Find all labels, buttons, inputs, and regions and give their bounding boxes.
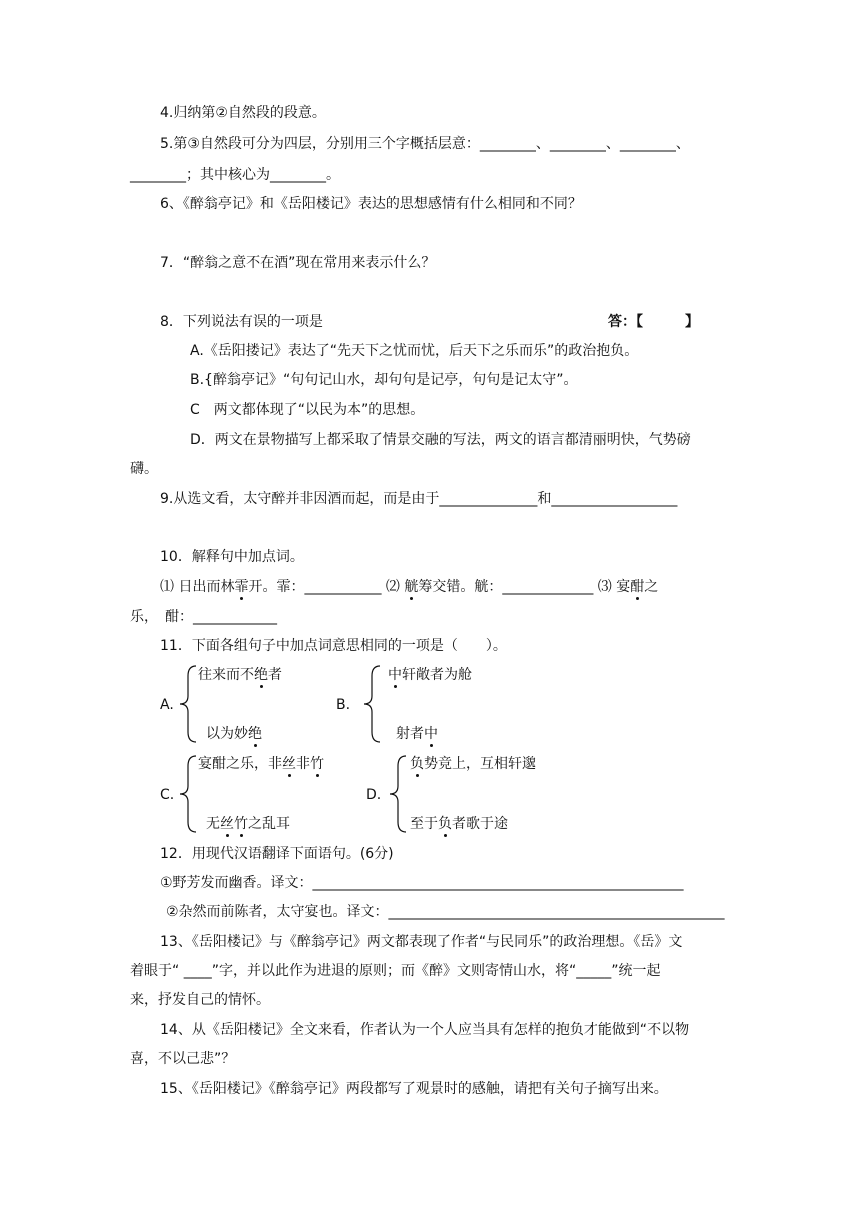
q11-b-top-dotted: 中 — [388, 667, 402, 683]
q11-c-top-mid: 非 — [296, 756, 310, 772]
q11-option-c-letter: C. — [160, 787, 175, 803]
q11-c-bottom-dotted-1: 丝 — [220, 816, 234, 832]
question-12: 12．用现代汉语翻译下面语句。(6分) — [160, 846, 394, 862]
q11-a-top-post: 者 — [268, 667, 282, 683]
q11-c-top — [198, 755, 324, 773]
q11-a-top — [198, 666, 282, 684]
q11-b-top — [388, 666, 472, 684]
q11-b-bottom-pre: 射者 — [396, 726, 424, 742]
question-8-option-b: B.{醉翁亭记》“句句记山水，却句句是记亭，句句是记太守”。 — [190, 372, 578, 388]
question-8: 8．下列说法有误的一项是 — [160, 314, 323, 330]
question-8-option-d-line-1: D．两文在景物描写上都采取了情景交融的写法，两文的语言都清丽明快，气势磅 — [190, 432, 691, 448]
question-10-line-2 — [130, 608, 277, 626]
question-13-line-2: 着眼于“ ____”字，并以此作为进退的原则；而《醉》文则寄情山水，将“_____”统一起 — [130, 963, 661, 979]
q11-option-d-letter: D. — [366, 787, 382, 803]
q10-text-d: 筹交错。觥：_____________ ⑶ 宴 — [418, 579, 631, 595]
question-4: 4.归纳第②自然段的段意。 — [160, 105, 326, 121]
q11-d-bottom — [410, 815, 508, 833]
question-13-line-1: 13、《岳阳楼记》与《醉翁亭记》两文都表现了作者“与民同乐”的政治理想。《岳》文 — [160, 934, 683, 950]
q11-c-bottom-pre: 无 — [206, 816, 220, 832]
question-10-line-1 — [160, 578, 658, 596]
question-10: 10．解释句中加点词。 — [160, 549, 304, 565]
q11-c-bottom — [206, 815, 290, 833]
q10-dotted-word-3: 酣 — [630, 579, 645, 595]
question-8-option-c: C 两文都体现了“以民为本”的思想。 — [190, 402, 425, 418]
q11-c-bottom-dotted-2: 竹 — [234, 816, 248, 832]
q11-c-top-dotted-1: 丝 — [282, 756, 296, 772]
q10-text-line2-a: 乐， — [130, 609, 165, 625]
q11-d-top-post: 势竞上，互相轩邈 — [424, 756, 536, 772]
q11-a-top-dotted: 绝 — [254, 667, 268, 683]
q11-c-top-dotted-2: 竹 — [310, 756, 324, 772]
q11-option-a-letter: A. — [160, 697, 174, 713]
question-12-item-2: ②杂然而前陈者，太守宴也。译文：________________________________________________ — [166, 904, 725, 920]
q11-d-top-dotted: 负 — [410, 756, 424, 772]
q10-dotted-word-2: 觥 — [404, 579, 419, 595]
q10-text-f: 之 — [644, 579, 659, 595]
q11-d-bottom-pre: 至于 — [410, 816, 438, 832]
question-7: 7．“醉翁之意不在酒”现在常用来表示什么？ — [160, 255, 436, 271]
question-14-line-1: 14、从《岳阳楼记》全文来看，作者认为一个人应当具有怎样的抱负才能做到“不以物 — [160, 1022, 690, 1038]
q11-brace-b — [360, 664, 382, 744]
q11-a-bottom — [206, 725, 262, 743]
question-11: 11．下面各组句子中加点词意思相同的一项是（ ）。 — [160, 638, 507, 654]
q11-a-bottom-pre: 以为妙 — [206, 726, 248, 742]
question-8-answer-box: 答：【 】 — [608, 314, 699, 330]
question-5-line-1: 5.第③自然段可分为四层，分别用三个字概括层意：________、________、________、 — [160, 136, 690, 152]
q11-a-top-pre: 往来而不 — [198, 667, 254, 683]
q11-brace-a — [176, 664, 198, 744]
q11-d-bottom-dotted: 负 — [438, 816, 452, 832]
q10-text-line2-b: 酣：____________ — [165, 609, 277, 625]
q11-brace-d — [386, 754, 408, 834]
question-15: 15、《岳阳楼记》《醉翁亭记》两段都写了观景时的感触，请把有关句子摘写出来。 — [160, 1081, 668, 1097]
q11-d-bottom-post: 者歌于途 — [452, 816, 508, 832]
q10-text-b: 开。霏：___________ ⑵ — [248, 579, 405, 595]
q11-b-top-post: 轩敞者为舱 — [402, 667, 472, 683]
question-14-line-2: 喜，不以己悲”？ — [130, 1051, 236, 1067]
q11-option-b-letter: B. — [336, 697, 351, 713]
q11-c-bottom-post: 之乱耳 — [248, 816, 290, 832]
q11-a-bottom-dotted: 绝 — [248, 726, 262, 742]
question-13-line-3: 来，抒发自己的情怀。 — [130, 992, 270, 1008]
q10-dotted-word-1: 霏 — [234, 579, 249, 595]
question-9: 9.从选文看，太守醉并非因酒而起，而是由于______________和__________________ — [160, 491, 678, 507]
question-8-option-a: A.《岳阳搂记》表达了“先天下之忧而忧，后天下之乐而乐”的政治抱负。 — [190, 343, 639, 359]
q11-brace-c — [176, 754, 198, 834]
q11-b-bottom-dotted: 中 — [424, 726, 438, 742]
question-6: 6、《醉翁亭记》和《岳阳楼记》表达的思想感情有什么相同和不同？ — [160, 196, 582, 212]
q10-text-a: ⑴ 日出而林 — [160, 579, 235, 595]
q11-b-bottom — [396, 725, 438, 743]
q11-d-top — [410, 755, 536, 773]
q11-c-top-pre: 宴酣之乐，非 — [198, 756, 282, 772]
question-12-item-1: ①野芳发而幽香。译文：_____________________________________________________ — [160, 875, 684, 891]
question-5-line-2: ________；其中核心为________。 — [130, 167, 340, 183]
question-8-option-d-line-2: 礴。 — [130, 461, 158, 477]
